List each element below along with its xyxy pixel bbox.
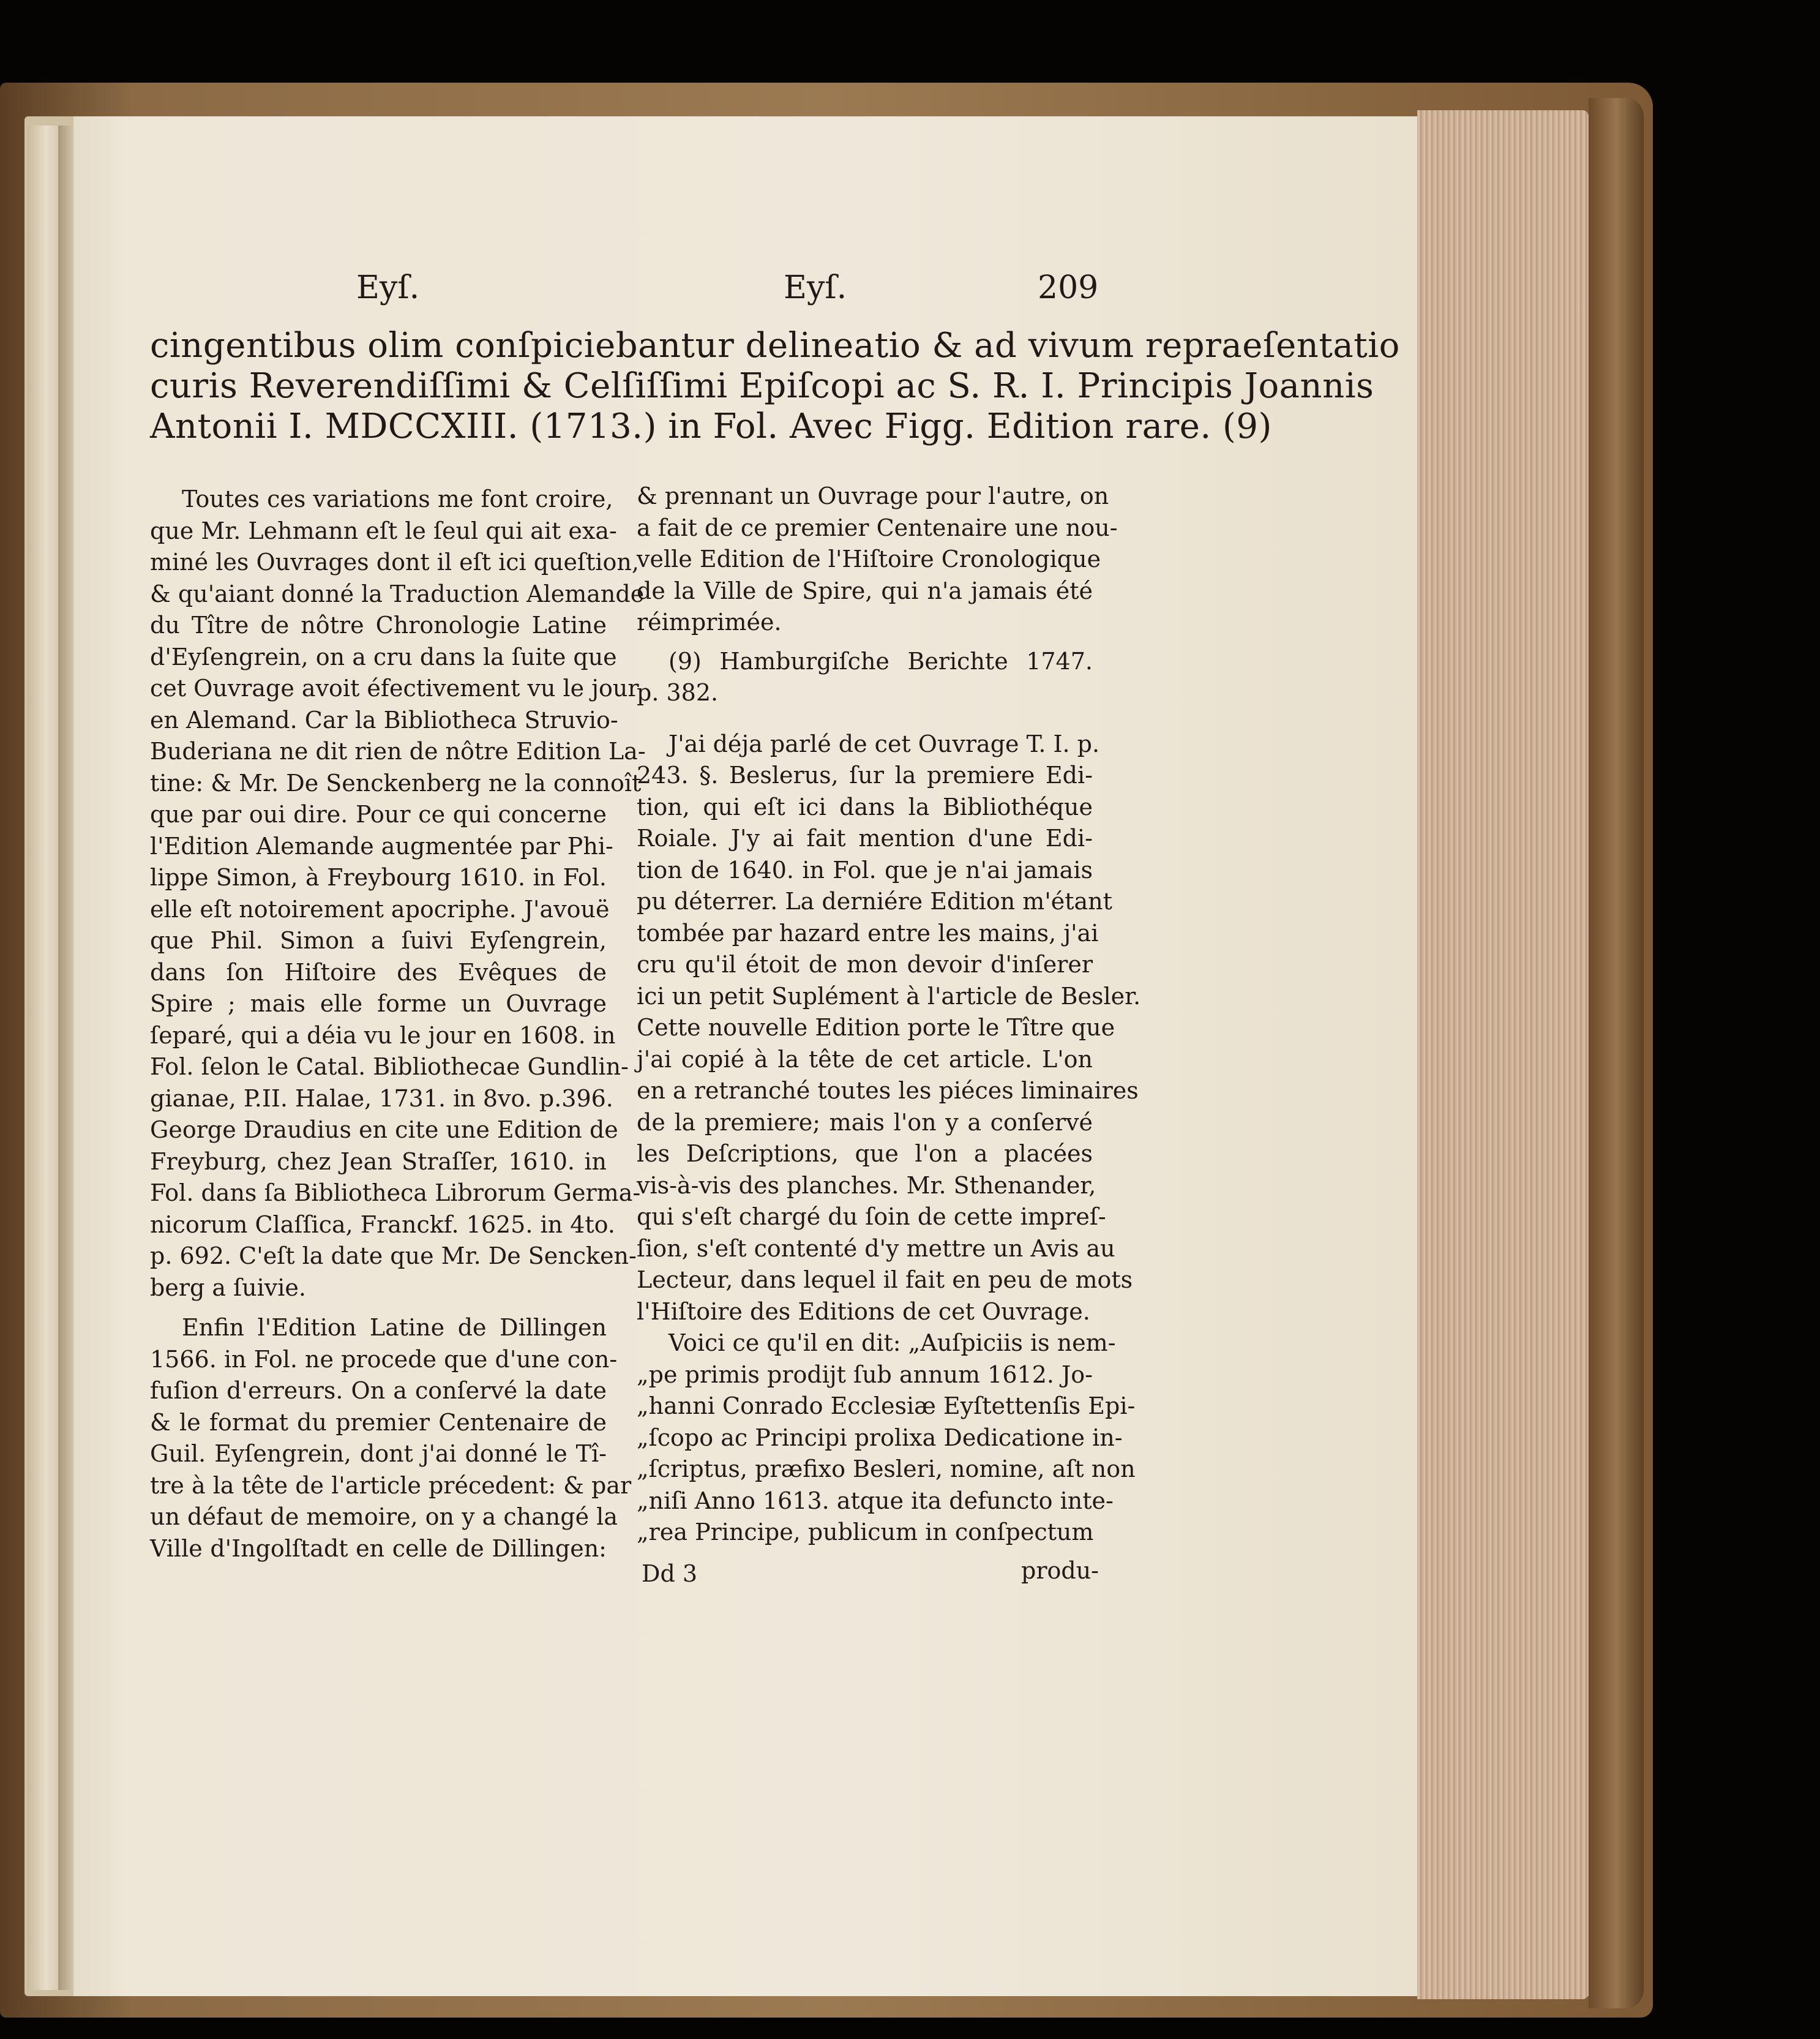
text-line: cru qu'il étoit de mon devoir d'inſerer: [637, 951, 1093, 978]
text-line: elle eſt notoirement apocriphe. J'avouë: [150, 895, 610, 923]
text-line: Ville d'Ingolſtadt en celle de Dillingen:: [150, 1534, 607, 1562]
text-line: Spire ; mais elle forme un Ouvrage: [150, 990, 607, 1017]
text-line: tine: & Mr. De Senckenberg ne la connoît: [150, 769, 642, 797]
text-line: tombée par hazard entre les mains, j'ai: [637, 919, 1099, 947]
page-edges: [1417, 110, 1589, 1999]
text-line: nicorum Claſſica, Franckf. 1625. in 4to.: [150, 1211, 615, 1238]
text-line: l'Edition Alemande augmentée par Phi-: [150, 832, 613, 860]
text-line: „rea Principe, publicum in conſpectum: [637, 1519, 1094, 1545]
title-line: Antonii I. MDCCXIII. (1713.) in Fol. Avec Figg. Edition rare. (9): [150, 407, 1272, 446]
text-line: „pe primis prodijt ſub annum 1612. Jo-: [637, 1361, 1093, 1388]
text-line: berg a ſuivie.: [150, 1274, 306, 1301]
text-line: George Draudius en cite une Edition de: [150, 1116, 618, 1143]
left-page-edge: [28, 126, 58, 1990]
text-line: J'ai déja parlé de cet Ouvrage T. I. p.: [668, 730, 1100, 757]
text-line: Fol. ſelon le Catal. Bibliothecae Gundlin-: [150, 1053, 629, 1080]
text-line: „ſcriptus, præfixo Besleri, nomine, aſt non: [637, 1455, 1136, 1482]
text-line: tion, qui eſt ici dans la Bibliothéque: [637, 793, 1093, 820]
text-line: vis-à-vis des planches. Mr. Sthenander,: [637, 1171, 1096, 1199]
text-line: d'Eyſengrein, on a cru dans la ſuite que: [150, 643, 617, 670]
text-line: ici un petit Suplément à l'article de Besler.: [637, 982, 1141, 1010]
text-line: Freyburg, chez Jean Straſſer, 1610. in: [150, 1147, 607, 1175]
text-line: Enfin l'Edition Latine de Dillingen: [182, 1314, 607, 1341]
footnote-line: p. 382.: [637, 679, 719, 706]
footnote-line: (9) Hamburgiſche Berichte 1747.: [668, 647, 1093, 675]
text-line: que par oui dire. Pour ce qui concerne: [150, 801, 607, 828]
text-line: pu déterrer. La derniére Edition m'étant: [637, 888, 1112, 915]
text-line: que Mr. Lehmann eſt le ſeul qui ait exa-: [150, 517, 617, 544]
text-line: 243. §. Beslerus, ſur la premiere Edi-: [637, 762, 1093, 789]
text-line: qui s'eſt chargé du ſoin de cette impreſ-: [637, 1203, 1106, 1230]
text-line: Guil. Eyſengrein, dont j'ai donné le Tî-: [150, 1440, 607, 1467]
text-line: velle Edition de l'Hiſtoire Cronologique: [637, 546, 1101, 573]
title-line: cingentibus olim conſpiciebantur delineatio & ad vivum repraeſentatio: [150, 326, 1400, 366]
text-line: un défaut de memoire, on y a changé la: [150, 1503, 618, 1530]
text-line: Fol. dans ſa Bibliotheca Librorum Germa-: [150, 1179, 641, 1206]
running-head-center: Eyſ.: [784, 269, 847, 306]
title-line: curis Reverendiſſimi & Celſiſſimi Epiſcopi ac S. R. I. Principis Joannis: [150, 366, 1374, 406]
left-column: [150, 484, 646, 1564]
text-line: tre à la tête de l'article précedent: & par: [150, 1471, 632, 1499]
text-line: a fait de ce premier Centenaire une nou-: [637, 514, 1118, 541]
text-line: cet Ouvrage avoit éfectivement vu le jour: [150, 675, 639, 702]
text-line: „hanni Conrado Ecclesiæ Eyſtettenſis Epi-: [637, 1392, 1136, 1419]
text-line: du Tître de nôtre Chronologie Latine: [150, 612, 607, 639]
text-line: en Alemand. Car la Bibliotheca Struvio-: [150, 706, 618, 734]
text-line: 1566. in Fol. ne procede que d'une con-: [150, 1345, 618, 1373]
text-line: les Deſcriptions, que l'on a placées: [637, 1140, 1093, 1167]
right-column: [637, 481, 1141, 1549]
text-line: l'Hiſtoire des Editions de cet Ouvrage.: [637, 1297, 1090, 1325]
text-line: Cette nouvelle Edition porte le Tître que: [637, 1014, 1115, 1041]
text-line: Voici ce qu'il en dit: „Auſpiciis is nem-: [668, 1329, 1116, 1356]
text-line: fuſion d'erreurs. On a conſervé la date: [150, 1377, 607, 1404]
text-line: & prennant un Ouvrage pour l'autre, on: [637, 483, 1109, 509]
running-head-left: Eyſ.: [356, 269, 420, 306]
cover-edge: [1589, 98, 1644, 2008]
text-line: j'ai copié à la tête de cet article. L'on: [637, 1045, 1093, 1073]
text-line: ſion, s'eſt contenté d'y mettre un Avis au: [637, 1234, 1115, 1262]
catchword: produ-: [1021, 1557, 1099, 1584]
text-line: & qu'aiant donné la Traduction Alemande: [150, 580, 645, 607]
text-line: Buderiana ne dit rien de nôtre Edition La-: [150, 738, 646, 765]
text-line: p. 692. C'eſt la date que Mr. De Sencken-: [150, 1242, 637, 1269]
page-number: 209: [1038, 269, 1099, 306]
signature-mark: Dd 3: [642, 1560, 698, 1587]
text-line: Roiale. J'y ai fait mention d'une Edi-: [637, 825, 1093, 852]
text-line: dans ſon Hiſtoire des Evêques de: [150, 958, 607, 986]
text-line: „ſcopo ac Principi prolixa Dedicatione in-: [637, 1424, 1123, 1451]
text-line: Toutes ces variations me font croire,: [182, 486, 613, 513]
text-line: de la premiere; mais l'on y a conſervé: [637, 1108, 1093, 1136]
text-line: tion de 1640. in Fol. que je n'ai jamais: [637, 856, 1093, 884]
text-line: miné les Ouvrages dont il eſt ici queſtion,: [150, 549, 639, 576]
text-line: en a retranché toutes les piéces liminaires: [637, 1077, 1139, 1104]
text-line: Lecteur, dans lequel il fait en peu de mots: [637, 1266, 1133, 1293]
text-line: & le format du premier Centenaire de: [150, 1408, 607, 1436]
text-line: de la Ville de Spire, qui n'a jamais été: [637, 577, 1093, 604]
text-line: ſeparé, qui a déia vu le jour en 1608. in: [150, 1021, 616, 1049]
text-line: lippe Simon, à Freybourg 1610. in Fol.: [150, 864, 607, 891]
text-line: réimprimée.: [637, 609, 782, 636]
text-line: gianae, P.II. Halae, 1731. in 8vo. p.396.: [150, 1084, 613, 1112]
text-line: „niſi Anno 1613. atque ita defuncto inte-: [637, 1487, 1114, 1514]
text-line: que Phil. Simon a ſuivi Eyſengrein,: [150, 927, 607, 954]
